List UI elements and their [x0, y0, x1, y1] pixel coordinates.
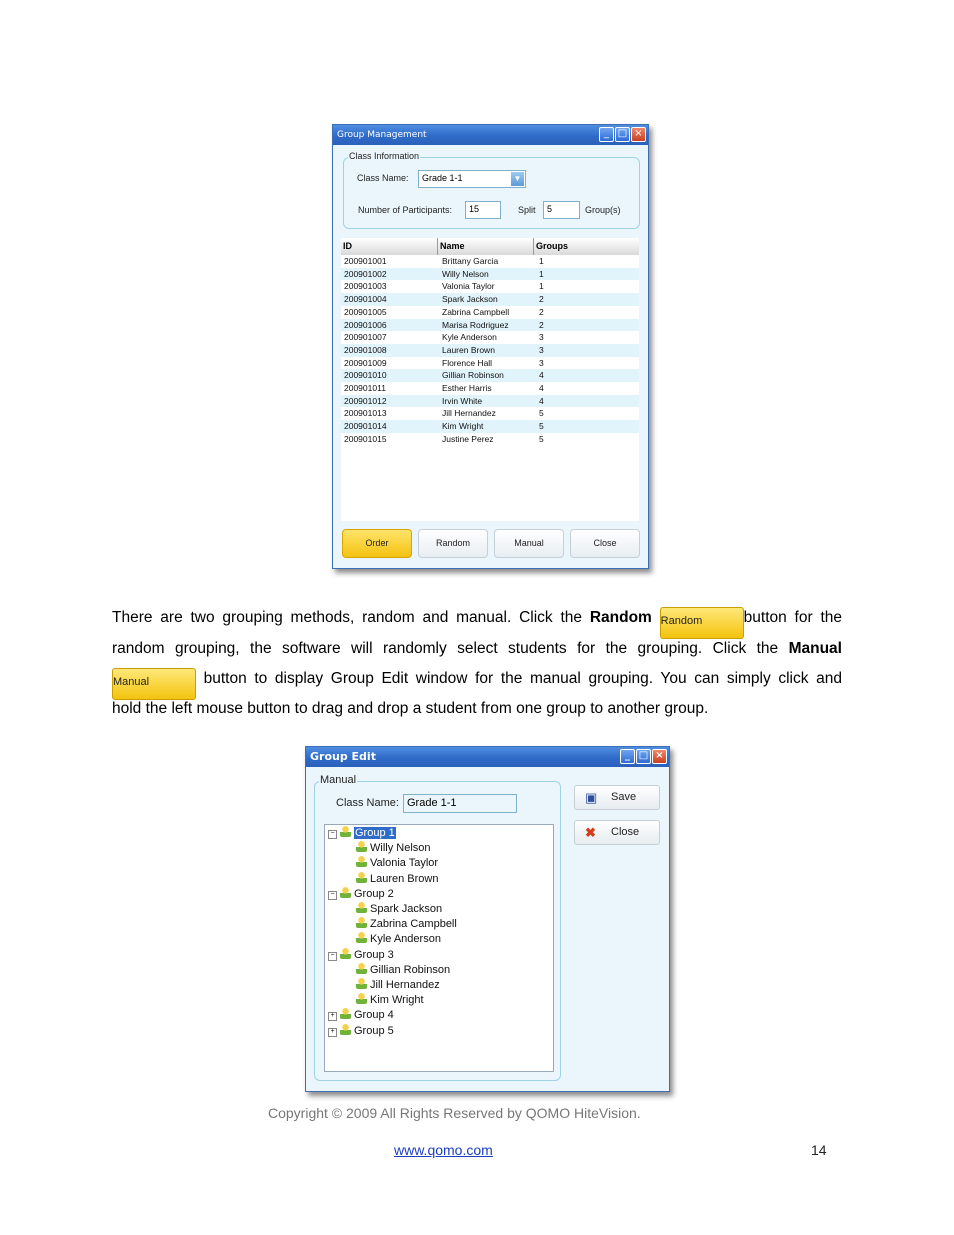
tree-group-node[interactable]	[328, 948, 394, 963]
cell-group: 5	[539, 433, 544, 444]
cell-id: 200901003	[344, 281, 387, 292]
order-button[interactable]: Order	[342, 529, 412, 558]
save-button[interactable]	[574, 785, 660, 810]
cell-name: Marisa Rodriguez	[442, 319, 509, 330]
cell-name: Lauren Brown	[442, 344, 495, 355]
cell-id: 200901006	[344, 319, 387, 330]
table-row[interactable]	[341, 407, 639, 420]
body-text: button to display Group Edit window for the manual grouping. You can simply click and	[196, 670, 842, 687]
cell-name: Spark Jackson	[442, 294, 498, 305]
tree-member-node[interactable]	[356, 902, 442, 917]
body-text: random grouping, the software will randomly select students for the grouping. Click the	[112, 640, 789, 657]
user-icon	[356, 917, 367, 928]
cell-group: 1	[539, 268, 544, 279]
cell-group: 5	[539, 408, 544, 419]
user-icon	[356, 932, 367, 943]
grid-header	[341, 238, 639, 256]
cell-name: Gillian Robinson	[442, 370, 504, 381]
tree-group-label: Group 3	[354, 948, 394, 961]
paragraph-line-2	[112, 638, 842, 660]
cell-group: 3	[539, 344, 544, 355]
group-edit-window	[305, 746, 670, 1092]
cell-name: Valonia Taylor	[442, 281, 495, 292]
cell-name: Willy Nelson	[442, 268, 489, 279]
window-title: Group Management	[337, 130, 427, 140]
close-icon: ✖	[585, 825, 596, 840]
page-number: 14	[811, 1142, 827, 1158]
tree-member-node[interactable]	[356, 978, 440, 993]
manual-button[interactable]: Manual	[494, 529, 564, 558]
cell-name: Brittany Garcia	[442, 256, 499, 266]
tree-member-label: Zabrina Campbell	[370, 918, 457, 931]
class-name-select[interactable]	[418, 170, 526, 188]
cell-id: 200901012	[344, 395, 387, 406]
user-icon	[356, 902, 367, 913]
participants-grid	[341, 255, 639, 521]
tree-group-label: Group 1	[355, 827, 395, 839]
minimize-icon[interactable]: _	[599, 127, 614, 142]
manual-bold-text: Manual	[788, 640, 842, 657]
user-icon	[356, 993, 367, 1004]
user-icon	[356, 856, 367, 867]
cell-group: 1	[539, 256, 544, 266]
group-tree	[324, 824, 554, 1072]
body-text: There are two grouping methods, random and manual. Click the	[112, 609, 590, 626]
cell-name: Kyle Anderson	[442, 332, 497, 343]
table-row[interactable]	[341, 280, 639, 293]
close-label: Close	[611, 826, 640, 838]
class-name-label: Class Name:	[357, 173, 409, 183]
table-row[interactable]	[341, 344, 639, 357]
tree-group-node[interactable]	[328, 887, 394, 902]
cell-name: Florence Hall	[442, 357, 493, 368]
tree-member-node[interactable]	[356, 917, 457, 932]
random-bold-text: Random	[589, 609, 652, 626]
table-row[interactable]	[341, 420, 639, 433]
user-icon	[356, 841, 367, 852]
group-icon	[340, 948, 351, 959]
participants-field[interactable]: 15	[465, 201, 501, 219]
window-title: Group Edit	[310, 750, 376, 763]
tree-member-node[interactable]	[356, 856, 438, 871]
tree-group-label: Group 2	[354, 887, 394, 900]
save-label: Save	[611, 791, 637, 803]
close-button[interactable]: Close	[570, 529, 640, 558]
user-icon	[356, 978, 367, 989]
group-icon	[340, 1008, 351, 1019]
class-name-value: Grade 1-1	[422, 173, 463, 183]
split-field[interactable]: 5	[543, 201, 580, 219]
groups-unit-label: Group(s)	[585, 205, 621, 215]
cell-group: 1	[539, 281, 544, 292]
table-row[interactable]	[341, 357, 639, 370]
cell-id: 200901001	[344, 256, 387, 266]
table-row[interactable]	[341, 433, 639, 446]
cell-id: 200901011	[344, 383, 386, 393]
copyright-text: Copyright © 2009 All Rights Reserved by QOMO HiteVision.	[268, 1105, 641, 1121]
tree-member-node[interactable]	[356, 993, 424, 1008]
tree-member-node[interactable]	[356, 872, 439, 887]
cell-id: 200901013	[344, 408, 387, 419]
class-information-group	[343, 151, 640, 229]
close-icon[interactable]: ×	[631, 127, 646, 142]
chevron-down-icon[interactable]: ▼	[511, 172, 524, 186]
table-row[interactable]	[341, 268, 639, 281]
group-management-window	[332, 124, 649, 569]
cell-name: Zabrina Campbell	[442, 306, 510, 317]
group-icon	[340, 1024, 351, 1035]
cell-group: 2	[539, 306, 544, 317]
table-row[interactable]	[341, 369, 639, 382]
cell-id: 200901008	[344, 344, 387, 355]
cell-id: 200901009	[344, 357, 387, 368]
tree-member-node[interactable]	[356, 932, 441, 947]
user-icon	[356, 872, 367, 883]
website-link[interactable]: www.qomo.com	[394, 1142, 493, 1158]
cell-name: Justine Perez	[442, 433, 494, 444]
tree-group-label: Group 4	[354, 1009, 394, 1022]
random-button-image: Random	[660, 607, 744, 639]
tree-member-label: Kyle Anderson	[370, 933, 441, 946]
group-icon	[340, 887, 351, 898]
maximize-icon[interactable]: □	[636, 749, 651, 764]
cell-id: 200901005	[344, 306, 387, 317]
tree-member-label: Willy Nelson	[370, 842, 431, 855]
column-header-id[interactable]: ID	[343, 241, 352, 251]
tree-member-label: Gillian Robinson	[370, 963, 451, 976]
table-row[interactable]	[341, 395, 639, 408]
cell-group: 3	[539, 357, 544, 368]
tree-group-label: Group 5	[354, 1024, 394, 1037]
cell-name: Kim Wright	[442, 421, 484, 432]
class-name-field[interactable]: Grade 1-1	[403, 794, 517, 813]
cell-group: 2	[539, 294, 544, 305]
save-icon: ▣	[585, 790, 598, 805]
tree-member-label: Lauren Brown	[370, 872, 439, 885]
paragraph-line-3	[112, 662, 842, 700]
table-row[interactable]	[341, 306, 639, 319]
class-information-legend: Class Information	[349, 151, 420, 161]
tree-group-node[interactable]	[328, 1008, 394, 1023]
collapse-icon[interactable]: −	[328, 952, 337, 961]
cell-id: 200901007	[344, 332, 387, 343]
table-row[interactable]	[341, 331, 639, 344]
paragraph-line-1	[112, 601, 842, 639]
cell-name: Esther Harris	[442, 383, 492, 393]
table-row[interactable]	[341, 255, 639, 268]
cell-group: 4	[539, 383, 544, 393]
cell-id: 200901010	[344, 370, 387, 381]
group-icon	[340, 826, 351, 837]
cell-id: 200901014	[344, 421, 387, 432]
title-bar	[306, 747, 669, 767]
random-button[interactable]: Random	[418, 529, 488, 558]
class-name-label: Class Name:	[336, 797, 399, 809]
participants-label: Number of Participants:	[358, 205, 453, 215]
minimize-icon[interactable]: _	[620, 749, 635, 764]
expand-icon[interactable]: +	[328, 1012, 337, 1021]
cell-id: 200901002	[344, 268, 387, 279]
cell-group: 5	[539, 421, 544, 432]
close-button[interactable]	[574, 820, 660, 845]
tree-group-node[interactable]	[328, 826, 396, 841]
title-bar	[333, 125, 648, 145]
table-row[interactable]	[341, 293, 639, 306]
manual-button-image: Manual	[112, 668, 196, 700]
split-label: Split	[518, 205, 536, 215]
tree-member-label: Kim Wright	[370, 994, 424, 1007]
collapse-icon[interactable]: −	[328, 891, 337, 900]
cell-group: 4	[539, 370, 544, 381]
cell-group: 4	[539, 395, 544, 406]
expand-icon[interactable]: +	[328, 1028, 337, 1037]
column-header-groups[interactable]: Groups	[533, 238, 639, 255]
tree-member-node[interactable]	[356, 841, 431, 856]
cell-name: Irvin White	[442, 395, 483, 406]
tree-member-label: Jill Hernandez	[370, 979, 440, 991]
manual-legend: Manual	[320, 774, 357, 786]
tree-member-label: Valonia Taylor	[370, 857, 439, 870]
tree-member-label: Spark Jackson	[370, 903, 443, 915]
table-row[interactable]	[341, 382, 639, 395]
cell-id: 200901004	[344, 294, 387, 305]
column-header-name[interactable]: Name	[437, 238, 533, 255]
body-text: button for the	[743, 609, 842, 626]
tree-group-node[interactable]	[328, 1024, 394, 1039]
table-row[interactable]	[341, 319, 639, 332]
collapse-icon[interactable]: −	[328, 830, 337, 839]
maximize-icon[interactable]: □	[615, 127, 630, 142]
close-icon[interactable]: ×	[652, 749, 667, 764]
cell-id: 200901015	[344, 433, 387, 444]
cell-group: 3	[539, 332, 544, 343]
cell-name: Jill Hernandez	[442, 408, 496, 419]
cell-group: 2	[539, 319, 544, 330]
tree-member-node[interactable]	[356, 963, 450, 978]
paragraph-line-4: hold the left mouse button to drag and drop a student from one group to another group.	[112, 700, 709, 717]
user-icon	[356, 963, 367, 974]
